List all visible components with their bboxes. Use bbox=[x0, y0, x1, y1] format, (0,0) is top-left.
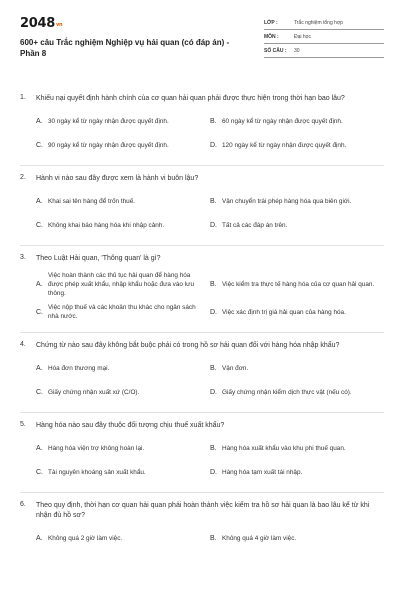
option-letter: B. bbox=[210, 534, 217, 542]
meta-box bbox=[264, 16, 384, 72]
question-item bbox=[20, 254, 384, 322]
meta-value: Đại học bbox=[294, 33, 311, 40]
question-text: Chứng từ nào sau đây không bắt buộc phải có trong hồ sơ hải quan đối với hàng hóa nhập khẩu? bbox=[36, 342, 340, 349]
option-text: 60 ngày kể từ ngày nhận được quyết định. bbox=[222, 117, 343, 125]
option-letter: B. bbox=[210, 444, 217, 452]
question-item bbox=[20, 94, 384, 155]
option-text: Không khai báo hàng hóa khi nhập cảnh. bbox=[48, 221, 165, 229]
option-text: Hóa đơn thương mại. bbox=[48, 364, 110, 372]
question-row bbox=[20, 341, 384, 351]
option-text: Vận đơn. bbox=[222, 364, 249, 372]
option-text: Khai sai tên hàng để trốn thuế. bbox=[48, 197, 136, 205]
question-list bbox=[20, 94, 384, 548]
answer-option[interactable] bbox=[36, 302, 210, 322]
option-letter: C. bbox=[36, 221, 43, 229]
question-divider bbox=[20, 332, 384, 333]
question-row bbox=[20, 421, 384, 431]
answer-options bbox=[36, 191, 384, 235]
option-text: Tất cả các đáp án trên. bbox=[222, 221, 288, 229]
option-letter: A. bbox=[36, 534, 43, 542]
option-letter: D. bbox=[210, 388, 217, 396]
answer-options bbox=[36, 438, 384, 482]
option-letter: D. bbox=[210, 468, 217, 476]
option-letter: D. bbox=[210, 308, 217, 316]
answer-option[interactable] bbox=[36, 358, 210, 378]
question-text: Hành vi nào sau đây được xem là hành vi buôn lậu? bbox=[36, 175, 199, 182]
answer-option[interactable] bbox=[210, 382, 384, 402]
meta-value: 30 bbox=[294, 47, 300, 54]
question-item bbox=[20, 501, 384, 548]
question-item bbox=[20, 341, 384, 402]
meta-label: SỐ CÂU : bbox=[264, 47, 287, 54]
question-number: 1. bbox=[20, 94, 26, 101]
question-row bbox=[20, 254, 384, 264]
answer-options bbox=[36, 111, 384, 155]
answer-option[interactable] bbox=[210, 302, 384, 322]
header-left bbox=[20, 14, 230, 72]
question-item bbox=[20, 174, 384, 235]
option-letter: C. bbox=[36, 308, 43, 316]
question-divider bbox=[20, 245, 384, 246]
document-header bbox=[20, 14, 384, 72]
question-divider bbox=[20, 165, 384, 166]
answer-option[interactable] bbox=[36, 528, 210, 548]
option-letter: B. bbox=[210, 197, 217, 205]
option-letter: C. bbox=[36, 388, 43, 396]
option-text: Giấy chứng nhận kiểm dịch thực vật (nếu có). bbox=[222, 388, 352, 396]
option-text: Hàng hóa viện trợ không hoàn lại. bbox=[48, 444, 145, 452]
option-letter: D. bbox=[210, 141, 217, 149]
meta-label: MÔN : bbox=[264, 33, 279, 40]
option-text: Không quá 2 giờ làm việc. bbox=[48, 534, 123, 542]
answer-options bbox=[36, 528, 384, 548]
question-row bbox=[20, 174, 384, 184]
question-number: 4. bbox=[20, 341, 26, 348]
answer-option[interactable] bbox=[210, 358, 384, 378]
answer-option[interactable] bbox=[210, 191, 384, 211]
question-text: Theo Luật Hải quan, 'Thông quan' là gì? bbox=[36, 255, 161, 262]
option-text: Tài nguyên khoáng sản xuất khẩu. bbox=[48, 468, 146, 476]
option-letter: A. bbox=[36, 281, 43, 288]
question-text: Khiếu nại quyết định hành chính của cơ quan hải quan phải được thực hiện trong thời hạn bao lâu? bbox=[36, 95, 345, 102]
question-text: Theo quy định, thời hạn cơ quan hải quan phải hoàn thành việc kiểm tra hồ sơ hải quan là bao lâu kể từ khi nhận đủ hồ sơ? bbox=[36, 502, 370, 519]
question-text: Hàng hóa nào sau đây thuộc đối tượng chịu thuế xuất khẩu? bbox=[36, 422, 225, 429]
site-logo[interactable] bbox=[20, 16, 230, 31]
answer-option[interactable] bbox=[36, 135, 210, 155]
answer-options bbox=[36, 358, 384, 402]
option-text: Việc nộp thuế và các khoản thu khác cho ngân sách nhà nước. bbox=[48, 304, 196, 320]
option-letter: A. bbox=[36, 444, 43, 452]
option-text: 30 ngày kể từ ngày nhận được quyết định. bbox=[48, 117, 169, 125]
option-text: Hàng hóa tạm xuất tái nhập. bbox=[222, 468, 303, 476]
answer-option[interactable] bbox=[210, 111, 384, 131]
option-letter: A. bbox=[36, 117, 43, 125]
answer-option[interactable] bbox=[210, 135, 384, 155]
option-letter: D. bbox=[210, 221, 217, 229]
question-number: 6. bbox=[20, 501, 26, 508]
option-letter: B. bbox=[210, 117, 217, 125]
question-row bbox=[20, 94, 384, 104]
option-letter: A. bbox=[36, 364, 43, 372]
option-text: Hàng hóa xuất khẩu vào khu phi thuế quan. bbox=[222, 444, 346, 452]
question-divider bbox=[20, 492, 384, 493]
answer-option[interactable] bbox=[210, 215, 384, 235]
option-letter: B. bbox=[210, 364, 217, 372]
answer-option[interactable] bbox=[210, 271, 384, 298]
option-letter: C. bbox=[36, 468, 43, 476]
answer-option[interactable] bbox=[36, 215, 210, 235]
meta-row-class bbox=[264, 16, 384, 30]
option-text: 90 ngày kể từ ngày nhận được quyết định. bbox=[48, 141, 169, 149]
logo-suffix: vn bbox=[55, 22, 63, 28]
option-letter: B. bbox=[210, 281, 217, 288]
answer-option[interactable] bbox=[36, 438, 210, 458]
question-number: 2. bbox=[20, 174, 26, 181]
document-title: 600+ câu Trắc nghiệm Nghiệp vụ hải quan (có đáp án) - Phần 8 bbox=[20, 38, 230, 58]
meta-label: LỚP : bbox=[264, 19, 278, 26]
option-text: 120 ngày kể từ ngày nhận được quyết định. bbox=[222, 141, 347, 149]
question-number: 5. bbox=[20, 421, 26, 428]
meta-row-count bbox=[264, 44, 384, 58]
answer-option[interactable] bbox=[36, 111, 210, 131]
answer-option[interactable] bbox=[36, 462, 210, 482]
answer-option[interactable] bbox=[36, 271, 210, 298]
logo-text: 2048 bbox=[20, 16, 55, 31]
answer-options bbox=[36, 271, 384, 322]
answer-option[interactable] bbox=[36, 191, 210, 211]
question-number: 3. bbox=[20, 254, 26, 261]
option-letter: C. bbox=[36, 141, 43, 149]
option-text: Vận chuyển trái phép hàng hóa qua biên giới. bbox=[222, 197, 352, 205]
answer-option[interactable] bbox=[210, 528, 384, 548]
option-text: Không quá 4 giờ làm việc. bbox=[222, 534, 297, 542]
answer-option[interactable] bbox=[36, 382, 210, 402]
answer-option[interactable] bbox=[210, 462, 384, 482]
answer-option[interactable] bbox=[210, 438, 384, 458]
question-divider bbox=[20, 412, 384, 413]
meta-row-subject bbox=[264, 30, 384, 44]
option-text: Việc kiểm tra thực tế hàng hóa của cơ quan hải quan. bbox=[222, 281, 375, 288]
question-item bbox=[20, 421, 384, 482]
option-text: Giấy chứng nhận xuất xứ (C/O). bbox=[48, 388, 140, 396]
option-letter: A. bbox=[36, 197, 43, 205]
option-text: Việc xác định trị giá hải quan của hàng hóa. bbox=[222, 308, 346, 316]
question-row bbox=[20, 501, 384, 521]
meta-value: Trắc nghiệm tổng hợp bbox=[294, 19, 343, 26]
option-text: Việc hoàn thành các thủ tục hải quan để hàng hóa được phép xuất khẩu, nhập khẩu hoặc đưa vào lưu thông. bbox=[48, 272, 195, 297]
